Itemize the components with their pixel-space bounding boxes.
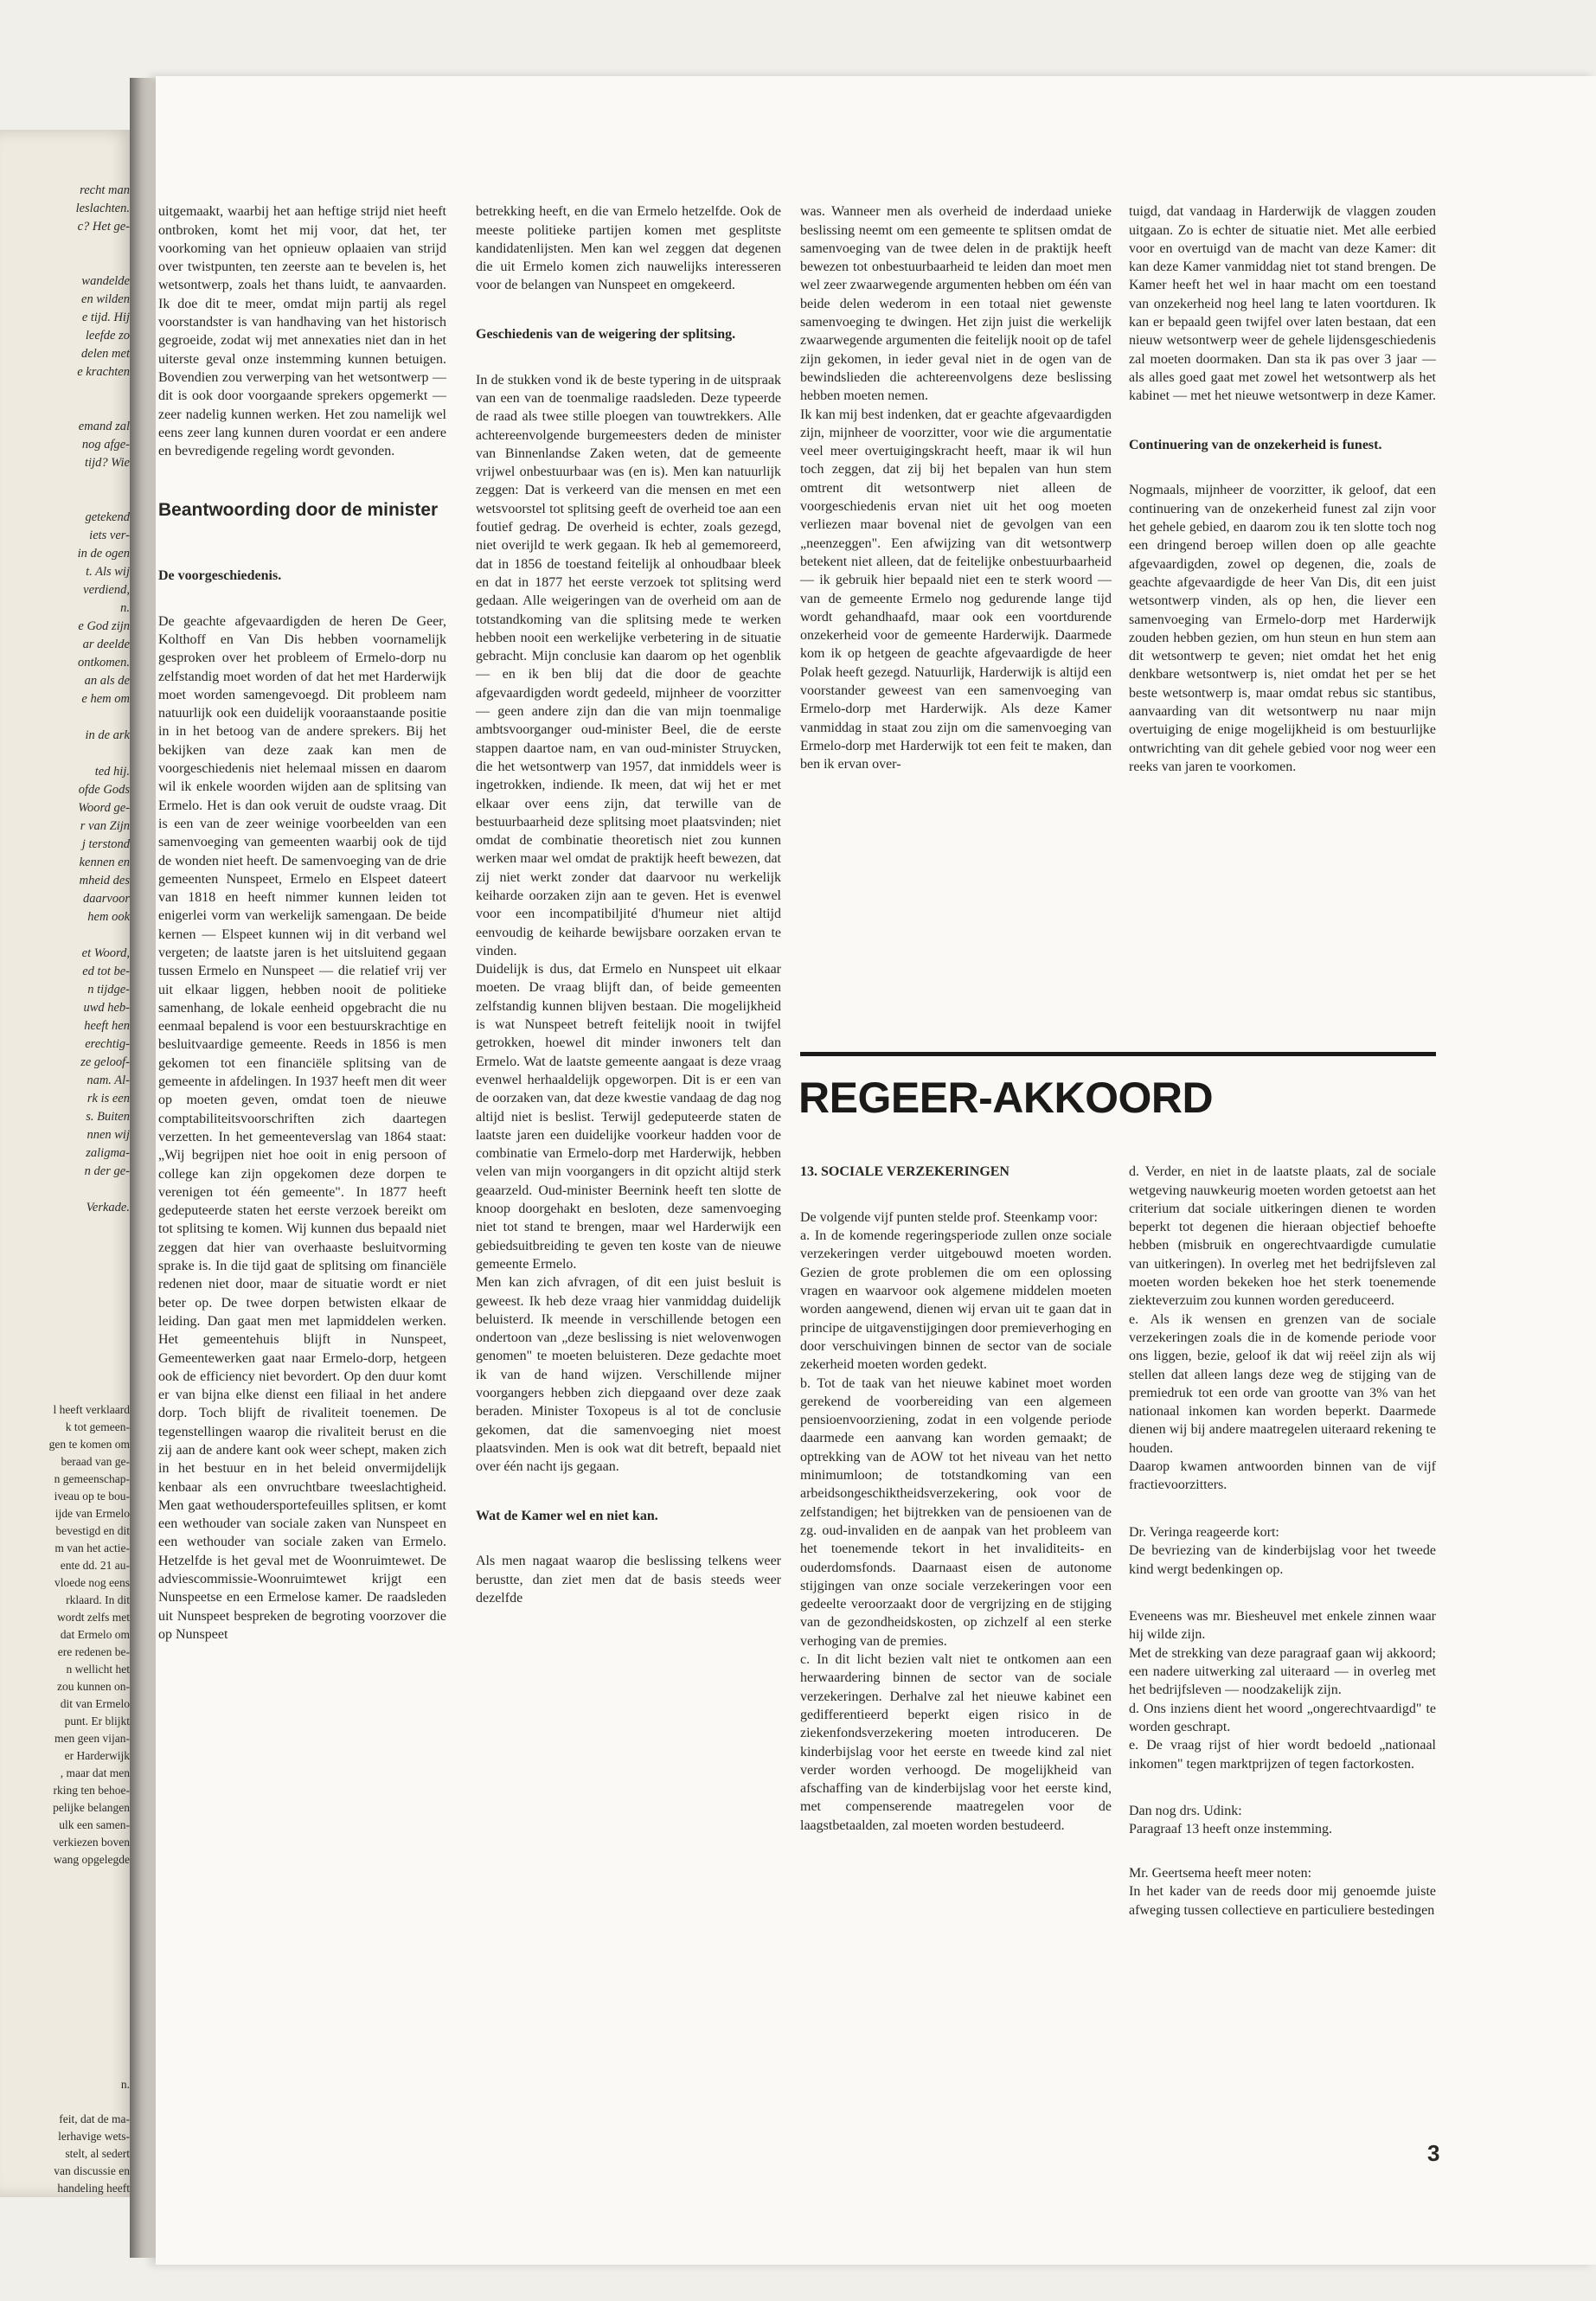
column-4-paragraph: tuigd, dat vandaag in Harderwijk de vlaggen zouden uitgaan. Zo is echter de situatie niet. Met alle eerbied voor en overtuigd van de macht van deze Kamer: dit kan deze Kamer vanmiddag niet tot stand brengen. De Kamer heeft het wel in haar macht om een toestand van onzekerheid nog heel lang te laten voortduren. Ik kan er bepaald geen twijfel over laten bestaan, dat een nieuw wetsontwerp weer de gehele lijdensgeschiedenis zal moeten doormaken. Dan sta ik pas over 3 jaar — als alles goed gaat met zowel het wetsontwerp als het kabinet — met het nieuwe wetsontwerp in deze Kamer. bbox=[1129, 204, 1436, 404]
column-2-paragraph: Als men nagaat waarop die beslissing telkens weer berustte, dan ziet men dat de basis steeds weer dezelfde bbox=[476, 1554, 781, 1606]
section-heading-minister: Beantwoording door de minister bbox=[158, 499, 439, 520]
subheading-geschiedenis: Geschiedenis van de weigering der splitsing. bbox=[476, 327, 736, 343]
reaction-biesheuvel: Eveneens was mr. Biesheuvel met enkele zinnen waar hij wilde zijn. Met de strekking van deze paragraaf gaan wij akkoord; een nadere uitwerking zal uiteraard — in overleg met het bedrijfsleven — noodzakelijk zijn. d. Ons inziens dient het woord „ongerechtvaardigd" te worden geschrapt. e. De vraag rijst of hier wordt bedoeld „nationaal inkomen" tegen marktprijzen of tegen factorkosten. bbox=[1129, 1609, 1436, 1772]
column-2-paragraph: betrekking heeft, en die van Ermelo hetzelfde. Ook de meeste politieke partijen komen met gesplitste kandidatenlijsten. Men kan wel zeggen dat degenen die uit Ermelo komen zich nauwelijks interesseren voor de belangen van Nunspeet en omgekeerd. bbox=[476, 204, 781, 293]
reaction-veringa: Dr. Veringa reageerde kort: De bevriezing van de kinderbijslag voor het tweede kind wergt bedenkingen op. bbox=[1129, 1524, 1436, 1577]
regeer-akkoord-right-column bbox=[1129, 1144, 1436, 1938]
column-1-paragraph: De geachte afgevaardigden de heren De Geer, Kolthoff en Van Dis hebben voornamelijk gesproken over het probleem of Ermelo-dorp nu zelfstandig moet worden of dat het met Harderwijk moet worden samengevoegd. Dit probleem nam natuurlijk ook een duidelijk vooraanstaande positie in in het betoog van de andere sprekers. Bij het bekijken van deze zaak kan men de voorgeschiedenis niet helemaal missen en daarom wil ik enkele woorden wijden aan de splitsing van Ermelo. Het is dan ook veruit de oudste vraag. Dit is een van de zeer weinige voorbeelden van een samenvoeging van gemeenten waarbij ook de tijd de wonden niet heeft. De samenvoeging van de drie gemeenten Nunspeet, Ermelo en Elspeet dateert van 1818 en heeft nimmer kunnen leiden tot enigerlei vorm van werkelijk samengaan. De beide kernen — Elspeet kunnen wij in dit verband wel vergeten; de laatste jaren is het uitsluitend gegaan tussen Ermelo en Nunspeet — die relatief vrij ver uit elkaar liggen, hebben nooit de politieke samenhang, de lokale eenheid opgebracht die nu eenmaal bepalend is voor een bestuurskrachtige en besluitvaardige gemeente. Reeds in 1856 is men gekomen tot een financiële splitsing van de gemeente in afdelingen. In 1937 heeft men dit weer op moeten geven, omdat toen de nieuwe comptabiliteitsvoorschriften zich daartegen verzetten. In het gemeenteverslag van 1864 staat: „Wij begrijpen niet hoe ooit in enig persoon of college kan zijn opgekomen deze dorpen te verenigen tot één gemeente". In 1877 heeft gedeputeerde staten het eerste verzoek bereikt om tot splitsing te komen. Wij kunnen dus bepaald niet zeggen dat hier van overhaaste besluitvorming sprake is. In die tijd gaat de splitsing om financiële redenen niet door, maar de situatie wordt er niet beter op. De twee dorpen betwisten elkaar de leiding. Dan gaat men met lapmiddelen werken. Het gemeentehuis blijft in Nunspeet, Gemeentewerken gaat naar Ermelo-dorp, hetgeen ook de efficiency niet bevordert. Op den duur komt er van bijna elke dienst een filiaal in het andere dorp. Toch blijft de rivaliteit toenemen. De tegenstellingen waarop die rivaliteit berust en die zij aan de andere kant ook weer schept, maken zich in het bestuur en in het beleid onvermijdelijk kenbaar als een onvruchtbare tweeslachtigheid. Men gaat wethoudersportefeuilles splitsen, er komt een wethouder van sociale zaken van Nunspeet en een wethouder van sociale zaken van Ermelo. Hetzelfde is het geval met de Woonruimtewet. De adviescommissie-Woonruimtewet krijgt een Nunspeetse en een Ermelose kamer. De raadsleden uit Nunspeet bespreken de begroting voorzover die op Nunspeet bbox=[158, 613, 446, 1642]
column-3-paragraph: was. Wanneer men als overheid de inderdaad unieke beslissing neemt om een gemeente te splitsen omdat de samenvoeging van de twee delen in de praktijk heeft bewezen tot onbestuurbaarheid te leiden dan moet men wel zeer zwaarwegende argumenten hebben om één van beide delen wederom in een totaal niet gewenste samenvoeging te dwingen. Het zijn juist die werkelijk zwaarwegende argumenten die feitelijk nooit op de tafel zijn gekomen, in ieder geval niet in de ogen van de bewindslieden die achtereenvolgens deze beslissing hebben moeten nemen. Ik kan mij best indenken, dat er geachte afgevaardigden zijn, mijnheer de voorzitter, voor wie die argumentatie veel meer overtuigingskracht heeft, maar ik wil hun toch zeggen, dat zij bij het bepalen van hun stem omtrent dit wetsontwerp niet alleen de voorgeschiedenis ervan niet uit het oog moeten verliezen maar bovenal niet de gevolgen van een „neenzeggen". Een afwijzing van dit wetsontwerp betekent niet alleen, dat de feitelijke onbestuurbaarheid — ik gebruik hier bepaald niet een te sterk woord — van de gemeente Ermelo nog gedurende lange tijd wordt gehandhaafd, maar ook een voortdurende onzekerheid voor de gemeente Harderwijk. Daarmede kom ik op hetgeen de geachte afgevaardigde de heer Polak heeft gezegd. Natuurlijk, Harderwijk is altijd een voorstander geweest van een samenvoeging van Ermelo-dorp met Harderwijk. Als deze Kamer vanmiddag in staat zou zijn om die samenvoeging van Ermelo-dorp met Harderwijk tot een feit te maken, dan ben ik ervan over- bbox=[800, 204, 1112, 772]
column-2 bbox=[476, 184, 781, 1626]
section-divider bbox=[800, 1052, 1436, 1056]
reaction-geertsema: Mr. Geertsema heeft meer noten: In het kader van de reeds door mij genoemde juiste afweging tussen collectieve en particuliere bestedingen bbox=[1129, 1865, 1436, 1918]
previous-page-edge bbox=[0, 130, 137, 2197]
column-3 bbox=[800, 184, 1112, 792]
regeer-akkoord-text: d. Verder, en niet in de laatste plaats, zal de sociale wetgeving nauwkeurig moeten worden getoetst aan het criterium dat sociale uitkeringen dienen te worden beperkt tot degenen die hieraan objectief behoefte hebben (misbruik en ongerechtvaardigde cumulatie van uitkeringen). In overleg met het bedrijfsleven zal moeten worden bekeken hoe het sterk toenemende ziekteverzuim zou kunnen worden gereduceerd. e. Als ik wensen en grenzen van de sociale verzekeringen zoals die in de komende periode voor ons liggen, bezie, geloof ik dat wij reëel zijn als wij stellen dat alleen langs deze weg de stijging van de premiedruk tot een orde van grootte van 3% van het nationaal inkomen kan worden beperkt. Daarmede dienen wij bij andere maatregelen uiteraard rekening te houden. Daarop kwamen antwoorden binnen van de vijf fractievoorzitters. bbox=[1129, 1164, 1436, 1493]
column-1-paragraph: uitgemaakt, waarbij het aan heftige strijd niet heeft ontbroken, komt het mij voor, dat het, ter voorkoming van het opnieuw oplaaien van strijd over twistpunten, ten zeerste aan te bevelen is, het wetsontwerp, zoals het thans luidt, te aanvaarden. Ik doe dit te meer, omdat mijn partij als regel voorstandster is van handhaving van het historisch gegroeide, zodat wij met annexaties niet dan in het uiterste geval onze instemming kunnen betuigen. Bovendien zou verwerping van het wetsontwerp — dit is ook door voorgaande sprekers opgemerkt — zeer nadelig kunnen werken. Het zou namelijk wel eens zeer lang kunnen duren voordat er een andere en bevredigende regeling wordt gevonden. bbox=[158, 204, 446, 459]
previous-page-text-lower: n. feit, dat de ma- lerhavige wets- stelt, al sedert van discussie en handeling heeft bbox=[54, 2078, 130, 2195]
page-number: 3 bbox=[1427, 2140, 1440, 2166]
previous-page-text-upper: recht man leslachten. c? Het ge- wandelde en wilden e tijd. Hij leefde zo delen met e krachten emand zal nog afge- tijd? Wie getekend iets ver- in de ogen t. Als wij verdiend, n. e God zijn ar deelde ontkomen. an als de e hem om in de ark ted hij. ofde Gods Woord ge- r van Zijn j terstond kennen en mheid des daarvoor hem ook et Woord, ed tot be- n tijdge- uwd heb- heeft hen erechtig- ze geloof- nam. Al- rk is een s. Buiten nnen wij zaligma- n der ge- Verkade. bbox=[75, 183, 130, 1215]
page bbox=[156, 76, 1596, 2265]
subheading-kamer: Wat de Kamer wel en niet kan. bbox=[476, 1508, 658, 1523]
column-1 bbox=[158, 184, 446, 1663]
subheading-continuering: Continuering van de onzekerheid is funest. bbox=[1129, 437, 1382, 452]
reaction-udink: Dan nog drs. Udink: Paragraaf 13 heeft onze instemming. bbox=[1129, 1804, 1333, 1837]
column-4-paragraph: Nogmaals, mijnheer de voorzitter, ik geloof, dat een continuering van de onzekerheid funest zal zijn voor het gehele gebied, en daarom zou ik ten slotte toch nog een dringend beroep willen doen op alle geachte afgevaardigden, zowel op degenen, die, zoals de geachte afgevaardigde de heer Van Dis, dit een juist wetsontwerp vinden, als op hen, die liever een samenvoeging van Ermelo-dorp met Harderwijk zouden hebben gezien, om hun steun en hun stem aan dit wetsontwerp te geven; niet omdat het het enig denkbare wetsontwerp is, niet omdat het per se het beste wetsontwerp is, maar omdat rebus sic stantibus, aanvaarding van dit wetsontwerp nu naar mijn overtuiging de enige mogelijkheid is om bestuurlijke ontwrichting van dit gehele gebied voor nog weer een reeks van jaren te voorkomen. bbox=[1129, 483, 1436, 774]
section-title-sociale-verzekeringen: 13. SOCIALE VERZEKERINGEN bbox=[800, 1164, 1010, 1180]
headline-regeer-akkoord: REGEER-AKKOORD bbox=[798, 1074, 1214, 1122]
subheading-voorgeschiedenis: De voorgeschiedenis. bbox=[158, 568, 282, 584]
column-4 bbox=[1129, 184, 1436, 795]
previous-page-text-middle: l heeft verklaard k tot gemeen- gen te komen om beraad van ge- n gemeenschap- iveau op te bou- ijde van Ermelo bevestigd en dit m van het actie- ente dd. 21 au- vloede nog eens rklaard. In dit wordt zelfs met dat Ermelo om ere redenen be- n wellicht het zou kunnen on- dit van Ermelo punt. Er blijkt men geen vijan- er Harderwijk , maar dat men rking ten behoe- pelijke belangen ulk een samen- verkiezen boven wang opgelegde bbox=[48, 1403, 130, 1866]
regeer-akkoord-text: De volgende vijf punten stelde prof. Steenkamp voor: a. In de komende regeringsperiode zullen onze sociale verzekeringen verder uitgebouwd moeten worden. Gezien de grote problemen die om een oplossing vragen en waarvoor ook algemene middelen moeten worden aangewend, dienen wij ervan uit te gaan dat in principe de uitgavenstijgingen door premieverhoging en door verschuivingen binnen de sector van de sociale zekerheid moeten worden gedekt. b. Tot de taak van het nieuwe kabinet moet worden gerekend de voorbereiding van een algemeen pensioenvoorziening, zodat in een volgende periode daarmede een aanvang kan worden gemaakt; de optrekking van de AOW tot het niveau van het netto minimumloon; de totstandkoming van een arbeidsongeschiktheidsverzekering, ook voor de zelfstandigen; het bijtrekken van de pensioenen van de zg. oud-invaliden en de aanpak van het probleem van het toenemende tekort in het invaliditeits- en ouderdomsfonds. Daarnaast eisen de autonome stijgingen van onze sociale verzekeringen voor een gedeelte veroorzaakt door de vergrijzing en de stijging van de gezondheidskosten, op zichzelf al een sterke verhoging van de premies. c. In dit licht bezien valt niet te ontkomen aan een herwaardering binnen de sector van de sociale verzekeringen. Derhalve zal het nieuwe kabinet een gedifferentieerd beperkt eigen risico in de ziekenfondsverzekering moeten introduceren. De kinderbijslag voor het eerste en tweede kind zal niet verder worden verhoogd. De mogelijkheid van afschaffing van de kinderbijslag voor het eerste kind, met compenserende maatregelen voor de laagstbetaalden, zal moeten worden bestudeerd. bbox=[800, 1209, 1112, 1833]
regeer-akkoord-left-column bbox=[800, 1144, 1112, 1853]
column-2-paragraph: In de stukken vond ik de beste typering in de uitspraak van een van de toenmalige raadsleden. Deze typeerde de raad als twee stille ploegen van touwtrekkers. Alle achtereenvolgende burgemeesters deden de minister van Binnenlandse Zaken weten, dat de gemeente vrijwel onbestuurbaar was (en is). Men kan natuurlijk zeggen: Dat is verkeerd van die mensen en met een wetsvoorstel tot splitsing geeft de overheid toe aan een foutief gedrag. De overheid is echter, zoals gezegd, niet overijld te werk gegaan. Ik heb al gememoreerd, dat in 1856 de toestand feitelijk al onhoudbaar bleek en dat in 1877 het eerste verzoek tot splitsing werd gedaan. Alle weigeringen van de overheid om aan de totstandkoming van die splitsing mede te werken hebben nooit een werkelijke verbetering in de situatie gebracht. Mijn conclusie kan daarom op het ogenblik — en ik ben blij dat die door de geachte afgevaardigden wordt gedeeld, mijnheer de voorzitter — geen andere zijn dan die van mijn toenmalige ambtsvoorganger oud-minister Beel, die de eerste stappen daartoe nam, en van oud-minister Struycken, die het wetsontwerp van 1957, dat inmiddels weer is ingetrokken, indiende. Ik meen, dat wij het er met elkaar over eens zijn, dat terwille van de bestuurbaarheid deze splitsing moet plaatsvinden; niet omdat de combinatie theoretisch niet zou kunnen werken maar wel omdat de praktijk heeft bewezen, dat zij niet werkt zonder dat daarvoor nu werkelijk keiharde oorzaken zijn aan te geven. Het is evenwel voor een incompatibiljité d'humeur niet altijd eenvoudig de keiharde bewijsbare oorzaken ervan te vinden. Duidelijk is dus, dat Ermelo en Nunspeet uit elkaar moeten. De vraag blijft dan, of beide gemeenten zelfstandig kunnen blijven bestaan. Die mogelijkheid is wat Nunspeet betreft feitelijk nooit in twijfel getrokken, hoewel dit minder inwoners telt dan Ermelo. Wat de laatste gemeente aangaat is deze vraag evenwel herhaaldelijk opgeworpen. Dit is er een van de oorzaken van, dat deze kwestie vandaag de dag nog altijd niet is beslist. Terwijl gedeputeerde staten de laatste jaren een duidelijke voorkeur hadden voor de combinatie van Ermelo-dorp met Harderwijk, hebben velen van mijn voorgangers in dit opzicht altijd sterk geaarzeld. Oud-minister Beernink heeft ten slotte de knoop doorgehakt en besloten, deze samenvoeging niet tot stand te brengen, maar wel Harderwijk een gebiedsuitbreiding te geven ten koste van de nieuwe gemeente Ermelo. Men kan zich afvragen, of dit een juist besluit is geweest. Ik heb deze vraag hier vanmiddag duidelijk beluisterd. Ik meende in verschillende betogen een ondertoon van „deze beslissing is niet welovenwogen genomen" te moeten beluisteren. Deze gedachte moet ik van de hand wijzen. Verschillende mijner voorgangers hebben zich diepgaand over deze zaak beraden. Minister Toxopeus is al tot de conclusie gekomen, dat die samenvoeging niet moest plaatsvinden. Men is ook wat dit betreft, bepaald niet over één nacht ijs gegaan. bbox=[476, 372, 781, 1475]
